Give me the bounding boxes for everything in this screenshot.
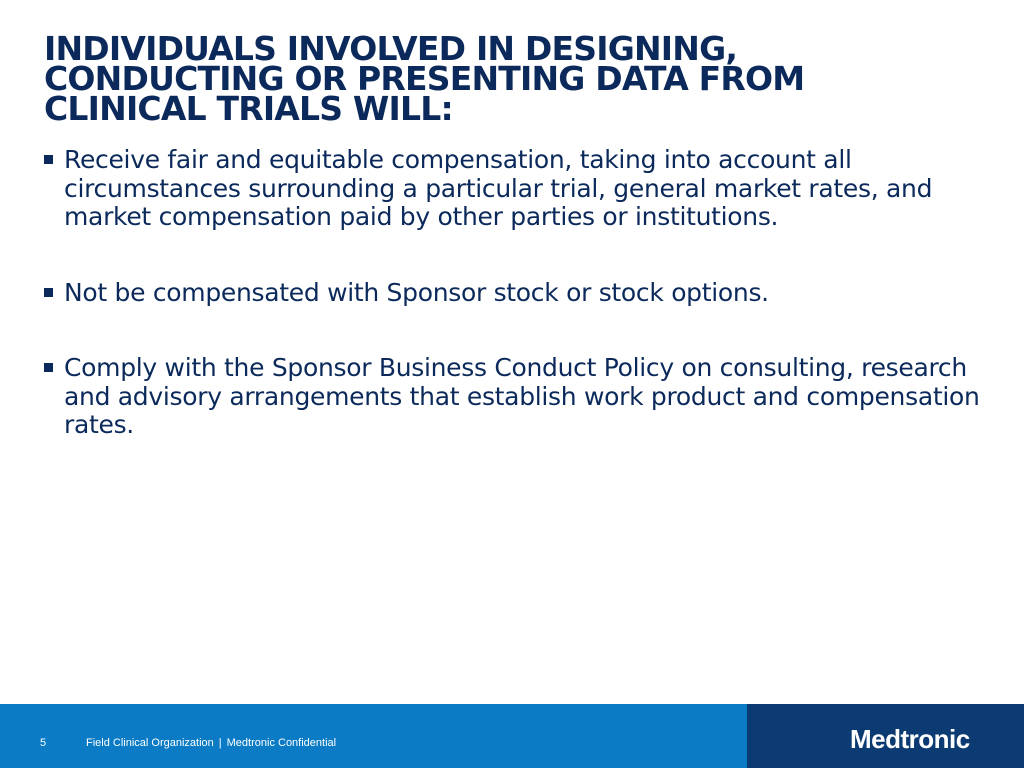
medtronic-logo: Medtronic xyxy=(850,724,970,754)
bullet-item xyxy=(44,354,984,440)
square-bullet-icon xyxy=(44,363,53,372)
bullet-text: Not be compensated with Sponsor stock or stock options. xyxy=(64,277,769,307)
footer-separator: | xyxy=(218,737,222,749)
slide-title: INDIVIDUALS INVOLVED IN DESIGNING, CONDUCTING OR PRESENTING DATA FROM CLINICAL TRIALS WILL: xyxy=(44,29,805,128)
footer-bar xyxy=(0,704,1024,768)
square-bullet-icon xyxy=(44,155,53,164)
bullet-item xyxy=(44,279,984,308)
bullet-text: Receive fair and equitable compensation, taking into account all circumstances surrounding a particular trial, general market rates, and market compensation paid by other parties or institutions. xyxy=(64,145,933,231)
confidentiality-notice: Medtronic Confidential xyxy=(226,737,337,749)
square-bullet-icon xyxy=(44,288,53,297)
footer-logo-panel xyxy=(747,704,1024,768)
footer-label xyxy=(86,737,336,749)
bullet-list xyxy=(44,146,984,440)
bullet-text: Comply with the Sponsor Business Conduct Policy on consulting, research and advisory arrangements that establish work product and compensation rates. xyxy=(64,353,980,439)
bullet-item xyxy=(44,146,984,232)
organization-name: Field Clinical Organization xyxy=(86,737,214,749)
page-number: 5 xyxy=(40,737,47,749)
